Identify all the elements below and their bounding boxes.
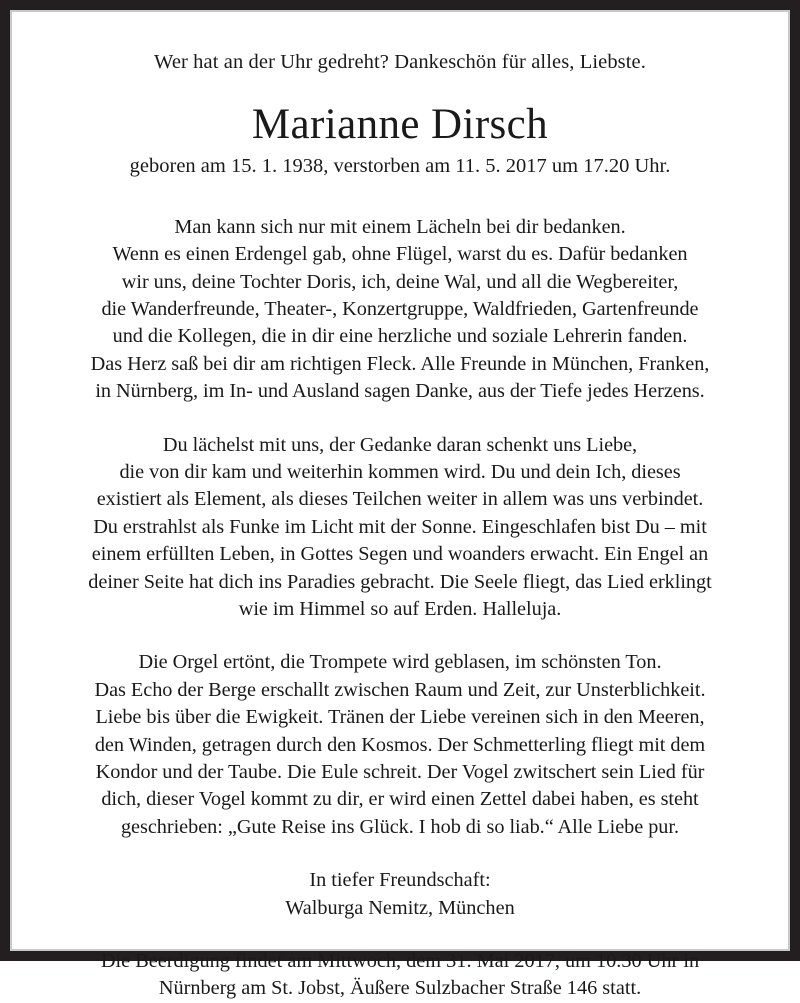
deceased-name: Marianne Dirsch <box>251 100 549 148</box>
notice-inner-frame <box>10 10 790 1000</box>
paragraph-line: die Wanderfreunde, Theater-, Konzertgruppe, Waldfrieden, Gartenfreunde <box>101 297 699 320</box>
closing-block <box>60 867 740 922</box>
funeral-details-line: Die Beerdigung findet am Mittwoch, dem 31. Mai 2017, um 10.30 Uhr in <box>100 950 700 973</box>
body-paragraph-2 <box>60 432 740 624</box>
body-paragraph-3 <box>60 649 740 841</box>
paragraph-line: Wenn es einen Erdengel gab, ohne Flügel, warst du es. Dafür bedanken <box>112 243 688 266</box>
tagline: Wer hat an der Uhr gedreht? Dankeschön für alles, Liebste. <box>154 51 646 73</box>
paragraph-line: Kondor und der Taube. Die Eule schreit. Der Vogel zwitschert sein Lied für <box>95 761 705 783</box>
paragraph-line: Du erstrahlst als Funke im Licht mit der Sonne. Eingeschlafen bist Du – mit <box>93 515 707 538</box>
funeral-details-line: Nürnberg am St. Jobst, Äußere Sulzbacher Straße 146 statt. <box>158 977 642 1000</box>
paragraph-line: Das Echo der Berge erschallt zwischen Raum und Zeit, zur Unsterblichkeit. <box>94 678 706 701</box>
paragraph-line: Du lächelst mit uns, der Gedanke daran schenkt uns Liebe, <box>162 433 638 456</box>
paragraph-line: den Winden, getragen durch den Kosmos. Der Schmetterling fliegt mit dem <box>94 733 706 756</box>
paragraph-line: geschrieben: „Gute Reise ins Glück. I hob di so liab.“ Alle Liebe pur. <box>120 815 680 838</box>
paragraph-line: dich, dieser Vogel kommt zu dir, er wird einen Zettel dabei haben, es steht <box>101 788 699 811</box>
paragraph-line: existiert als Element, als dieses Teilchen weiter in allem was uns verbindet. <box>96 488 704 511</box>
paragraph-line: Man kann sich nur mit einem Lächeln bei dir bedanken. <box>174 215 626 238</box>
paragraph-line: einem erfüllten Leben, in Gottes Segen und woanders erwacht. Ein Engel an <box>91 543 709 566</box>
paragraph-line: Das Herz saß bei dir am richtigen Fleck. Alle Freunde in München, Franken, <box>90 352 710 375</box>
mourner-name: Walburga Nemitz, München <box>285 896 515 919</box>
funeral-details <box>60 948 740 1003</box>
paragraph-line: Liebe bis über die Ewigkeit. Tränen der Liebe vereinen sich in den Meeren, <box>95 706 705 729</box>
paragraph-line: und die Kollegen, die in dir eine herzliche und soziale Lehrerin fanden. <box>112 325 688 348</box>
paragraph-line: wir uns, deine Tochter Doris, ich, deine Wal, und all die Wegbereiter, <box>121 270 679 293</box>
life-dates: geboren am 15. 1. 1938, verstorben am 11. 5. 2017 um 17.20 Uhr. <box>129 155 671 178</box>
paragraph-line: die von dir kam und weiterhin kommen wird. Du und dein Ich, dieses <box>119 460 681 483</box>
closing-salutation: In tiefer Freundschaft: <box>309 869 491 892</box>
body-paragraph-1 <box>60 214 740 406</box>
paragraph-line: in Nürnberg, im In- und Ausland sagen Danke, aus der Tiefe jedes Herzens. <box>95 380 705 403</box>
paragraph-line: wie im Himmel so auf Erden. Halleluja. <box>238 597 562 620</box>
paragraph-line: deiner Seite hat dich ins Paradies gebracht. Die Seele fliegt, das Lied erklingt <box>88 570 712 593</box>
paragraph-line: Die Orgel ertönt, die Trompete wird geblasen, im schönsten Ton. <box>138 651 662 674</box>
